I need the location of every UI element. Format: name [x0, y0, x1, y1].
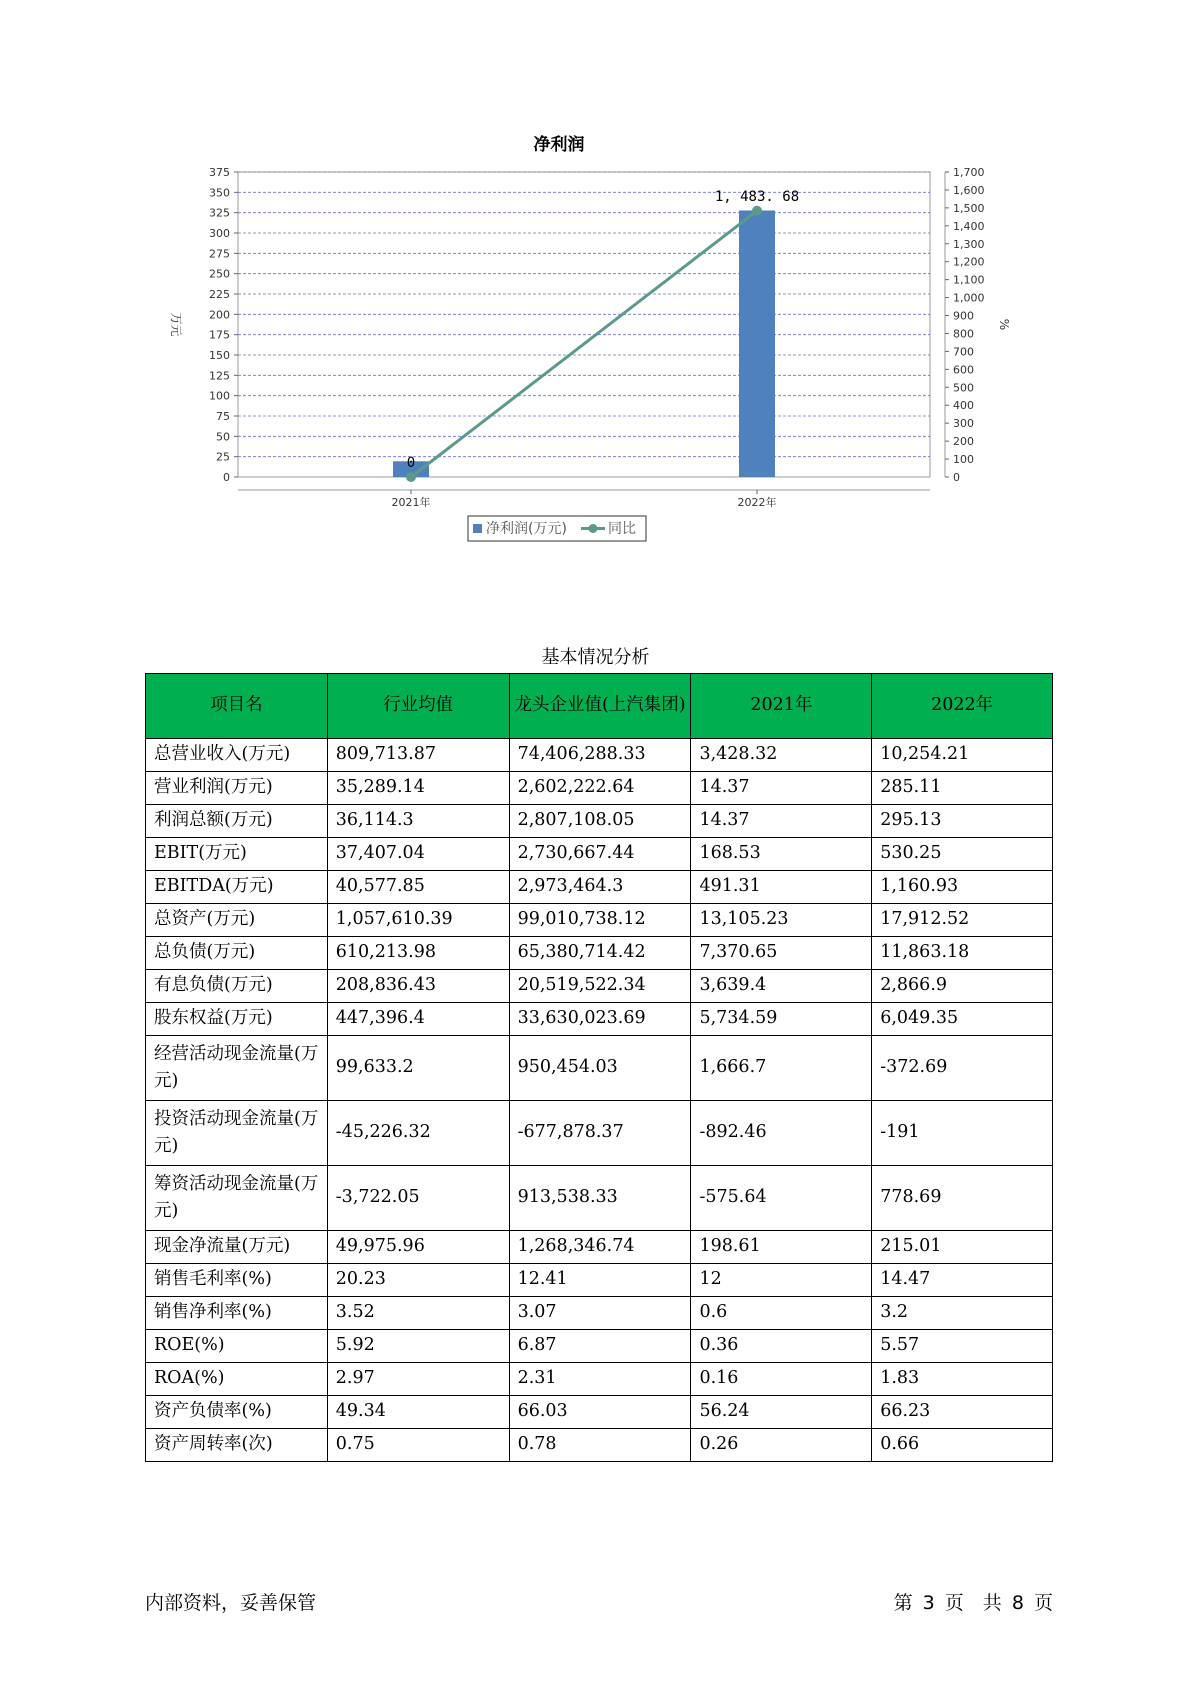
value-cell: 66.23 [872, 1396, 1053, 1429]
value-cell: 2,602,222.64 [509, 772, 691, 805]
y-right-tick-label: 100 [953, 453, 974, 467]
y-tick-label: 75 [216, 410, 230, 423]
value-cell: 12.41 [509, 1264, 691, 1297]
value-cell: 66.03 [509, 1396, 691, 1429]
value-cell: 35,289.14 [327, 772, 509, 805]
y-right-tick-label: 0 [953, 471, 960, 484]
table-title: 基本情况分析 [541, 647, 650, 668]
page-suffix: 页 [1033, 1592, 1053, 1614]
y-tick-label: 100 [209, 389, 230, 403]
value-cell: 1,057,610.39 [327, 904, 509, 937]
line-yoy-point [406, 472, 416, 482]
value-cell: -575.64 [691, 1166, 872, 1231]
value-cell: 36,114.3 [327, 805, 509, 838]
y-right-tick-label: 1,400 [953, 219, 985, 233]
header-2022: 2022年 [872, 674, 1053, 739]
value-cell: 74,406,288.33 [509, 739, 691, 772]
page-prefix: 第 [893, 1592, 913, 1614]
value-cell: -892.46 [691, 1101, 872, 1166]
value-cell: 208,836.43 [327, 970, 509, 1003]
header-leader-value: 龙头企业值(上汽集团) [509, 674, 691, 739]
header-2021: 2021年 [691, 674, 872, 739]
value-cell: 10,254.21 [872, 739, 1053, 772]
value-cell: 2,730,667.44 [509, 838, 691, 871]
value-cell: 491.31 [691, 871, 872, 904]
value-cell: 20,519,522.34 [509, 970, 691, 1003]
bar-net-profit [739, 210, 775, 477]
value-cell: 14.47 [872, 1264, 1053, 1297]
value-cell: 295.13 [872, 805, 1053, 838]
value-cell: 0.66 [872, 1429, 1053, 1462]
row-label-cell: 总负债(万元) [146, 937, 328, 970]
row-label-cell: 销售毛利率(%) [146, 1264, 328, 1297]
value-cell: 49,975.96 [327, 1231, 509, 1264]
y-tick-label: 200 [209, 308, 230, 322]
y-right-tick-label: 700 [953, 345, 974, 359]
row-label-cell: 销售净利率(%) [146, 1297, 328, 1330]
value-cell: 20.23 [327, 1264, 509, 1297]
y-right-tick-label: 1,600 [953, 183, 985, 197]
y-tick-label: 50 [216, 430, 230, 444]
table-row [146, 871, 1053, 904]
value-cell: 530.25 [872, 838, 1053, 871]
table-row [146, 772, 1053, 805]
value-cell: 7,370.65 [691, 937, 872, 970]
value-cell: 2,866.9 [872, 970, 1053, 1003]
basic-analysis-table [145, 673, 1053, 1462]
value-cell: 1.83 [872, 1363, 1053, 1396]
value-cell: 3,639.4 [691, 970, 872, 1003]
legend-label-net-profit: 净利润(万元) [486, 521, 567, 537]
y-tick-label: 175 [209, 328, 230, 342]
y-axis-label: 万元 [169, 312, 183, 337]
value-cell: 447,396.4 [327, 1003, 509, 1036]
table-row [146, 1003, 1053, 1036]
value-cell: 33,630,023.69 [509, 1003, 691, 1036]
value-cell: 3.52 [327, 1297, 509, 1330]
value-cell: 3,428.32 [691, 739, 872, 772]
row-label-cell: ROE(%) [146, 1330, 328, 1363]
table-row [146, 1396, 1053, 1429]
y-right-tick-label: 200 [953, 435, 974, 449]
value-cell: 3.2 [872, 1297, 1053, 1330]
value-cell: 950,454.03 [509, 1036, 691, 1101]
table-row [146, 1330, 1053, 1363]
value-cell: 778.69 [872, 1166, 1053, 1231]
value-cell: 99,633.2 [327, 1036, 509, 1101]
value-cell: 0.78 [509, 1429, 691, 1462]
value-cell: 215.01 [872, 1231, 1053, 1264]
value-cell: 11,863.18 [872, 937, 1053, 970]
row-label-cell: 经营活动现金流量(万元) [146, 1036, 328, 1101]
value-cell: -677,878.37 [509, 1101, 691, 1166]
table-row [146, 1036, 1053, 1101]
row-label-cell: 有息负债(万元) [146, 970, 328, 1003]
table-row [146, 1101, 1053, 1166]
table-row [146, 838, 1053, 871]
value-cell: 5,734.59 [691, 1003, 872, 1036]
value-cell: -191 [872, 1101, 1053, 1166]
table-row [146, 1363, 1053, 1396]
y-tick-label: 150 [209, 349, 230, 362]
legend-swatch-yoy-dot [589, 524, 598, 533]
row-label-cell: 营业利润(万元) [146, 772, 328, 805]
data-label: 0 [406, 455, 416, 471]
page-mid: 页 共 [944, 1592, 1002, 1614]
table-row [146, 1429, 1053, 1462]
value-cell: 1,268,346.74 [509, 1231, 691, 1264]
chart-svg [150, 130, 1050, 600]
table-row [146, 970, 1053, 1003]
row-label-cell: EBITDA(万元) [146, 871, 328, 904]
value-cell: 49.34 [327, 1396, 509, 1429]
y-right-tick-label: 1,500 [953, 201, 985, 215]
table-row [146, 1264, 1053, 1297]
row-label-cell: 筹资活动现金流量(万元) [146, 1166, 328, 1231]
value-cell: 5.92 [327, 1330, 509, 1363]
y-right-tick-label: 400 [953, 399, 974, 413]
row-label-cell: 现金净流量(万元) [146, 1231, 328, 1264]
y-right-tick-label: 600 [953, 363, 974, 377]
y-right-tick-label: 900 [953, 309, 974, 323]
row-label-cell: 资产周转率(次) [146, 1429, 328, 1462]
y-right-tick-label: 800 [953, 327, 974, 341]
y-tick-label: 25 [216, 450, 230, 464]
table-header-row [146, 674, 1053, 739]
value-cell: 37,407.04 [327, 838, 509, 871]
table-row [146, 1166, 1053, 1231]
row-label-cell: 资产负债率(%) [146, 1396, 328, 1429]
row-label-cell: 利润总额(万元) [146, 805, 328, 838]
line-yoy-point [752, 206, 762, 216]
value-cell: 2,973,464.3 [509, 871, 691, 904]
legend-label-yoy: 同比 [608, 521, 636, 537]
legend-swatch-net-profit [473, 524, 482, 533]
value-cell: 40,577.85 [327, 871, 509, 904]
table-row [146, 904, 1053, 937]
y-right-tick-label: 1,100 [953, 273, 985, 287]
row-label-cell: 总营业收入(万元) [146, 739, 328, 772]
row-label-cell: 总资产(万元) [146, 904, 328, 937]
value-cell: 5.57 [872, 1330, 1053, 1363]
value-cell: 6.87 [509, 1330, 691, 1363]
value-cell: 198.61 [691, 1231, 872, 1264]
value-cell: 913,538.33 [509, 1166, 691, 1231]
y-tick-label: 300 [209, 227, 230, 240]
value-cell: -3,722.05 [327, 1166, 509, 1231]
value-cell: 0.16 [691, 1363, 872, 1396]
y-right-tick-label: 1,000 [953, 291, 985, 305]
table-row [146, 937, 1053, 970]
value-cell: -372.69 [872, 1036, 1053, 1101]
y-tick-label: 275 [209, 247, 230, 261]
table-row [146, 805, 1053, 838]
y-right-tick-label: 300 [953, 417, 974, 431]
table-row [146, 739, 1053, 772]
row-label-cell: ROA(%) [146, 1363, 328, 1396]
y-tick-label: 350 [209, 186, 230, 200]
row-label-cell: 投资活动现金流量(万元) [146, 1101, 328, 1166]
value-cell: 56.24 [691, 1396, 872, 1429]
value-cell: 2.97 [327, 1363, 509, 1396]
value-cell: 13,105.23 [691, 904, 872, 937]
table-row [146, 1231, 1053, 1264]
value-cell: 2,807,108.05 [509, 805, 691, 838]
y-tick-label: 225 [209, 288, 230, 301]
value-cell: 2.31 [509, 1363, 691, 1396]
row-label-cell: EBIT(万元) [146, 838, 328, 871]
value-cell: 14.37 [691, 805, 872, 838]
y-tick-label: 125 [209, 369, 230, 383]
value-cell: 168.53 [691, 838, 872, 871]
y-tick-label: 0 [223, 471, 230, 484]
y-right-tick-label: 1,300 [953, 237, 985, 251]
value-cell: 17,912.52 [872, 904, 1053, 937]
value-cell: 65,380,714.42 [509, 937, 691, 970]
footer-confidential: 内部资料，妥善保管 [145, 1592, 317, 1614]
value-cell: 0.26 [691, 1429, 872, 1462]
header-industry-avg: 行业均值 [327, 674, 509, 739]
value-cell: 610,213.98 [327, 937, 509, 970]
value-cell: 0.6 [691, 1297, 872, 1330]
chart-title: 净利润 [533, 135, 585, 155]
page-total: 8 [1011, 1592, 1024, 1614]
page-current: 3 [922, 1592, 935, 1614]
y-tick-label: 325 [209, 206, 230, 220]
x-tick-label: 2021年 [391, 496, 431, 509]
value-cell: -45,226.32 [327, 1101, 509, 1166]
plot-area [238, 172, 930, 477]
value-cell: 809,713.87 [327, 739, 509, 772]
value-cell: 6,049.35 [872, 1003, 1053, 1036]
footer-page-number [890, 1588, 1053, 1615]
data-label: 1, 483. 68 [714, 188, 800, 205]
value-cell: 0.75 [327, 1429, 509, 1462]
y-right-tick-label: 1,700 [953, 166, 985, 179]
row-label-cell: 股东权益(万元) [146, 1003, 328, 1036]
value-cell: 3.07 [509, 1297, 691, 1330]
value-cell: 1,160.93 [872, 871, 1053, 904]
y-tick-label: 250 [209, 267, 230, 281]
y-right-axis-label: % [997, 318, 1011, 331]
value-cell: 12 [691, 1264, 872, 1297]
value-cell: 0.36 [691, 1330, 872, 1363]
y-tick-label: 375 [209, 166, 230, 179]
table-row [146, 1297, 1053, 1330]
value-cell: 1,666.7 [691, 1036, 872, 1101]
x-tick-label: 2022年 [737, 496, 777, 509]
y-right-tick-label: 500 [953, 381, 974, 395]
value-cell: 285.11 [872, 772, 1053, 805]
header-item-name: 项目名 [146, 674, 328, 739]
net-profit-chart [150, 130, 1050, 600]
y-right-tick-label: 1,200 [953, 255, 985, 269]
value-cell: 14.37 [691, 772, 872, 805]
value-cell: 99,010,738.12 [509, 904, 691, 937]
